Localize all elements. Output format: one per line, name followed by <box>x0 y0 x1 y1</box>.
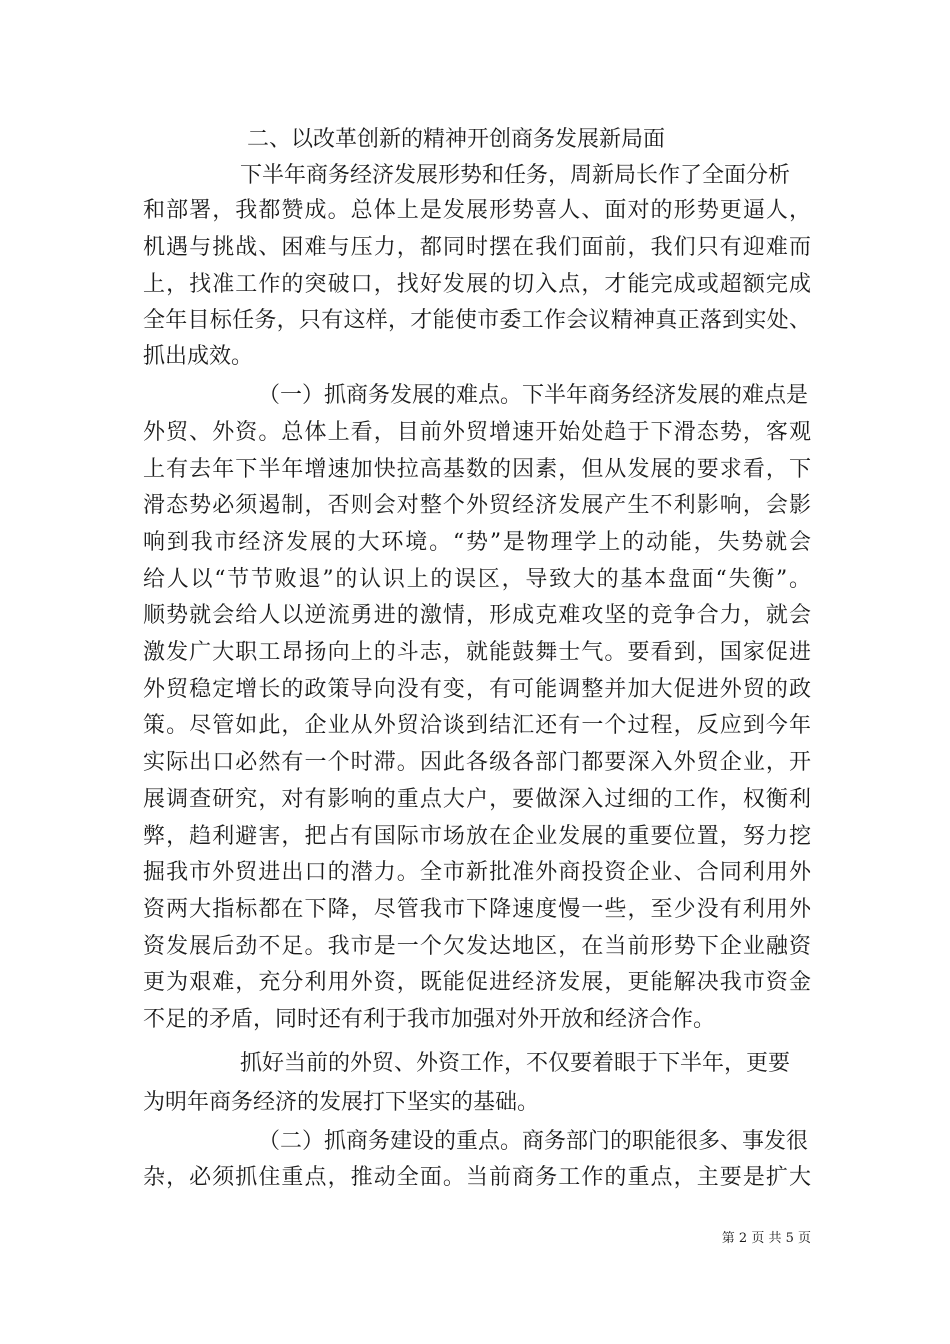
paragraph-2-line-6: 给人以“节节败退”的认识上的误区，导致大的基本盘面“失衡”。 <box>143 567 811 592</box>
paragraph-3-line-2: 为明年商务经济的发展打下坚实的基础。 <box>143 1090 540 1115</box>
paragraph-2-line-7: 顺势就会给人以逆流勇进的激情，形成克难攻坚的竞争合力，就会 <box>143 603 811 628</box>
paragraph-2-line-14: 掘我市外贸进出口的潜力。全市新批准外商投资企业、合同利用外 <box>143 860 811 885</box>
paragraph-1-line-4: 上，找准工作的突破口，找好发展的切入点，才能完成或超额完成 <box>143 272 811 297</box>
paragraph-2-line-17: 更为艰难，充分利用外资，既能促进经济发展，更能解决我市资金 <box>143 970 811 995</box>
paragraph-2-line-4: 滑态势必须遏制，否则会对整个外贸经济发展产生不利影响，会影 <box>143 493 811 518</box>
paragraph-2-line-13: 弊，趋利避害，把占有国际市场放在企业发展的重要位置，努力挖 <box>143 824 811 849</box>
paragraph-2-line-2: 外贸、外资。总体上看，目前外贸增速开始处趋于下滑态势，客观 <box>143 420 811 445</box>
paragraph-2-line-1: （一）抓商务发展的难点。下半年商务经济发展的难点是 <box>258 383 809 408</box>
paragraph-2-line-10: 策。尽管如此，企业从外贸洽谈到结汇还有一个过程，反应到今年 <box>143 713 811 738</box>
paragraph-1-line-2: 和部署，我都赞成。总体上是发展形势喜人、面对的形势更逼人， <box>143 198 811 223</box>
section-heading: 二、以改革创新的精神开创商务发展新局面 <box>247 127 666 152</box>
paragraph-2-line-15: 资两大指标都在下降，尽管我市下降速度慢一些，至少没有利用外 <box>143 897 811 922</box>
paragraph-2-line-9: 外贸稳定增长的政策导向没有变，有可能调整并加大促进外贸的政 <box>143 677 811 702</box>
paragraph-1-line-5: 全年目标任务，只有这样，才能使市委工作会议精神真正落到实处、 <box>143 308 811 333</box>
paragraph-3-line-1: 抓好当前的外贸、外资工作，不仅要着眼于下半年，更要 <box>240 1051 791 1076</box>
paragraph-2-line-5: 响到我市经济发展的大环境。“势”是物理学上的动能，失势就会 <box>143 530 811 555</box>
paragraph-2-line-12: 展调查研究，对有影响的重点大户，要做深入过细的工作，权衡利 <box>143 787 811 812</box>
paragraph-2-line-16: 资发展后劲不足。我市是一个欠发达地区，在当前形势下企业融资 <box>143 934 811 959</box>
paragraph-2-line-3: 上有去年下半年增速加快拉高基数的因素，但从发展的要求看，下 <box>143 457 811 482</box>
page-number-footer: 第 2 页 共 5 页 <box>721 1231 811 1246</box>
paragraph-1-line-1: 下半年商务经济发展形势和任务，周新局长作了全面分析 <box>240 163 791 188</box>
paragraph-4-line-2: 杂，必须抓住重点，推动全面。当前商务工作的重点，主要是扩大 <box>143 1165 811 1190</box>
paragraph-1-line-6: 抓出成效。 <box>143 344 254 369</box>
paragraph-2-line-18: 不足的矛盾，同时还有利于我市加强对外开放和经济合作。 <box>143 1007 716 1032</box>
paragraph-1-line-3: 机遇与挑战、困难与压力，都同时摆在我们面前，我们只有迎难而 <box>143 235 811 260</box>
paragraph-4-line-1: （二）抓商务建设的重点。商务部门的职能很多、事发很 <box>258 1129 809 1154</box>
paragraph-2-line-11: 实际出口必然有一个时滞。因此各级各部门都要深入外贸企业，开 <box>143 750 811 775</box>
paragraph-2-line-8: 激发广大职工昂扬向上的斗志，就能鼓舞士气。要看到，国家促进 <box>143 640 811 665</box>
